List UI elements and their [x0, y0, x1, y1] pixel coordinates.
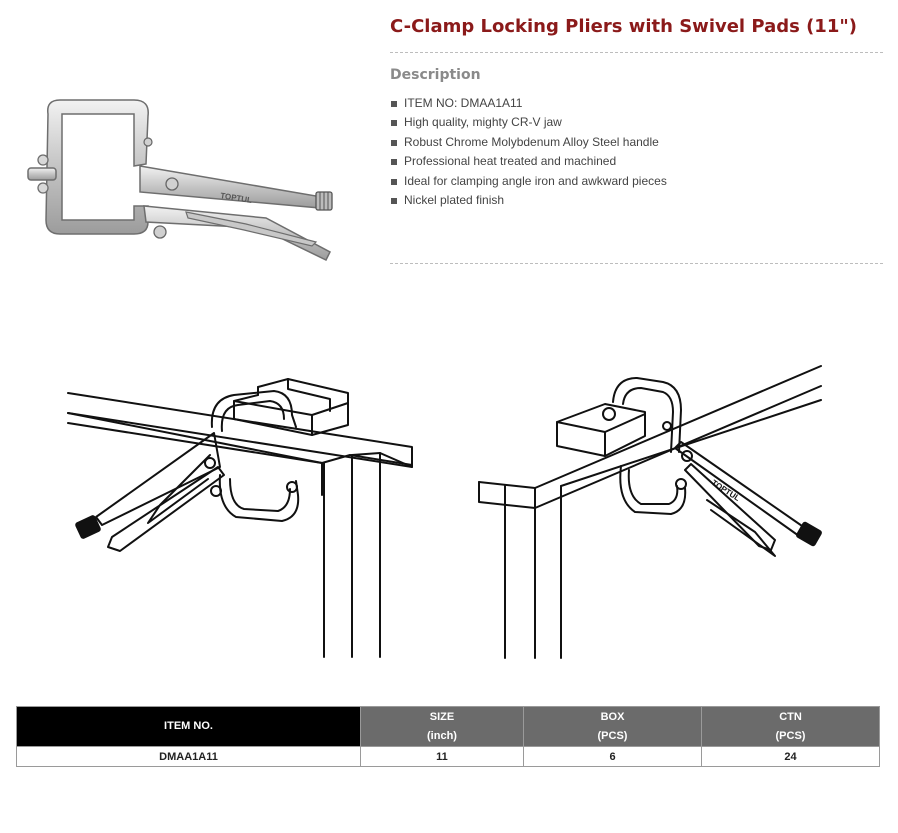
feature-item: High quality, mighty CR-V jaw	[390, 113, 667, 132]
illustration-brand-label: TOPTUL	[709, 478, 742, 504]
header-item-no	[17, 707, 361, 747]
header-unit: (inch)	[427, 729, 457, 742]
feature-item: Robust Chrome Molybdenum Alloy Steel handle	[390, 133, 667, 152]
header-unit: (PCS)	[597, 729, 628, 742]
cell-item-no: DMAA1A11	[17, 747, 361, 767]
divider-top	[390, 52, 883, 53]
header-label: BOX	[600, 710, 625, 723]
description-heading: Description	[390, 67, 481, 83]
usage-illustration-left	[60, 355, 420, 660]
feature-item: ITEM NO: DMAA1A11	[390, 94, 667, 113]
header-label: CTN	[779, 710, 802, 723]
feature-list	[390, 94, 667, 210]
header-unit: (PCS)	[775, 729, 806, 742]
feature-item: Professional heat treated and machined	[390, 152, 667, 171]
cell-box: 6	[524, 747, 702, 767]
product-title: C-Clamp Locking Pliers with Swivel Pads (11")	[390, 16, 857, 37]
cell-ctn: 24	[702, 747, 880, 767]
header-box	[524, 707, 702, 747]
spec-table-header-row	[17, 707, 880, 747]
cell-size: 11	[361, 747, 524, 767]
header-label: ITEM NO.	[164, 720, 213, 732]
usage-illustration-right	[475, 360, 825, 660]
header-size	[361, 707, 524, 747]
photo-brand-label: TOPTUL	[219, 191, 253, 205]
header-ctn	[702, 707, 880, 747]
feature-item: Ideal for clamping angle iron and awkward pieces	[390, 172, 667, 191]
spec-table	[16, 706, 880, 767]
feature-item: Nickel plated finish	[390, 191, 667, 210]
divider-bottom	[390, 263, 883, 264]
product-photo	[16, 94, 346, 274]
header-label: SIZE	[429, 710, 455, 723]
table-row	[17, 747, 880, 767]
